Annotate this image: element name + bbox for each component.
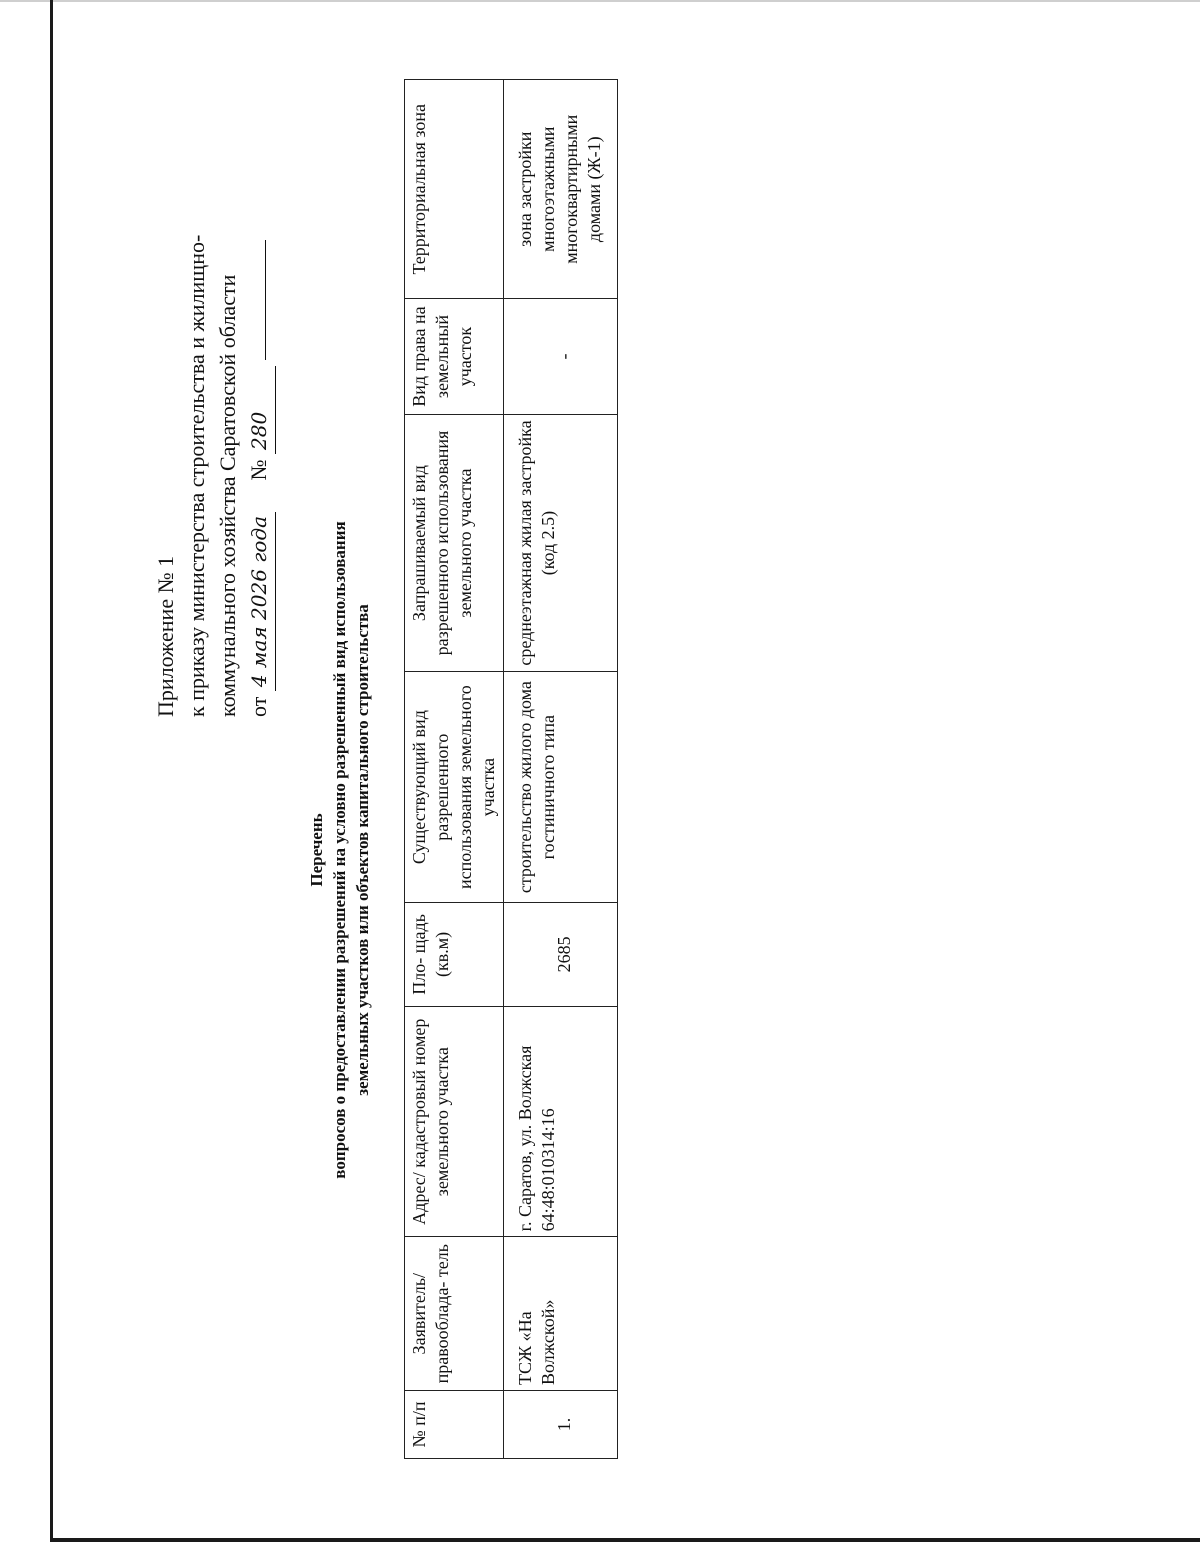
table-header-row [405, 80, 504, 1459]
number-value: 280 [244, 366, 276, 454]
cell-zone: зона застройки многоэтажными многоквартирными домами (Ж-1) [504, 80, 618, 299]
scan-edge-top [0, 0, 1200, 2]
heading-line-1: вопросов о предоставлении разрешений на условно разрешенный вид использования [330, 521, 349, 1179]
cell-number: 1. [504, 1390, 618, 1458]
scan-edge-bottom [50, 1538, 1200, 1542]
appendix-title: Приложение № 1 [153, 555, 178, 717]
date-prefix: от [246, 696, 271, 717]
table-row [504, 80, 618, 1459]
header-right-type: Вид права на земельный участок [405, 299, 504, 414]
signature-underline [247, 240, 266, 360]
appendix-line-1: к приказу министерства строительства и жилищно- [184, 234, 209, 717]
number-prefix: № [246, 459, 271, 481]
appendix-block [150, 235, 276, 717]
rotated-page [80, 65, 640, 1525]
header-zone: Территориальная зона [405, 80, 504, 299]
cell-address: г. Саратов, ул. Волжская 64:48:010314:16 [504, 1007, 618, 1237]
cell-right-type: - [504, 299, 618, 414]
appendix-date-line [243, 235, 276, 717]
header-applicant: Заявитель/ правооблада- тель [405, 1237, 504, 1391]
cell-applicant: ТСЖ «На Волжской» [504, 1237, 618, 1391]
cell-area: 2685 [504, 902, 618, 1006]
heading-line-2: земельных участков или объектов капитального строительства [353, 604, 372, 1096]
cell-requested-use: среднеэтажная жилая застройка (код 2.5) [504, 414, 618, 672]
header-number: № п/п [405, 1390, 504, 1458]
cell-existing-use: строительство жилого дома гостиничного типа [504, 672, 618, 902]
header-existing-use: Существующий вид разрешенного использования земельного участка [405, 672, 504, 902]
document-heading [305, 325, 374, 1375]
header-area: Пло- щадь (кв.м) [405, 902, 504, 1006]
scan-edge-left [50, 0, 53, 1542]
header-address: Адрес/ кадастровый номер земельного участка [405, 1007, 504, 1237]
header-requested-use: Запрашиваемый вид разрешенного использования земельного участка [405, 414, 504, 672]
heading-title: Перечень [307, 813, 326, 887]
date-value: 4 мая 2026 года [244, 512, 276, 691]
appendix-line-2: коммунального хозяйства Саратовской области [215, 274, 240, 717]
permits-table [404, 79, 618, 1459]
